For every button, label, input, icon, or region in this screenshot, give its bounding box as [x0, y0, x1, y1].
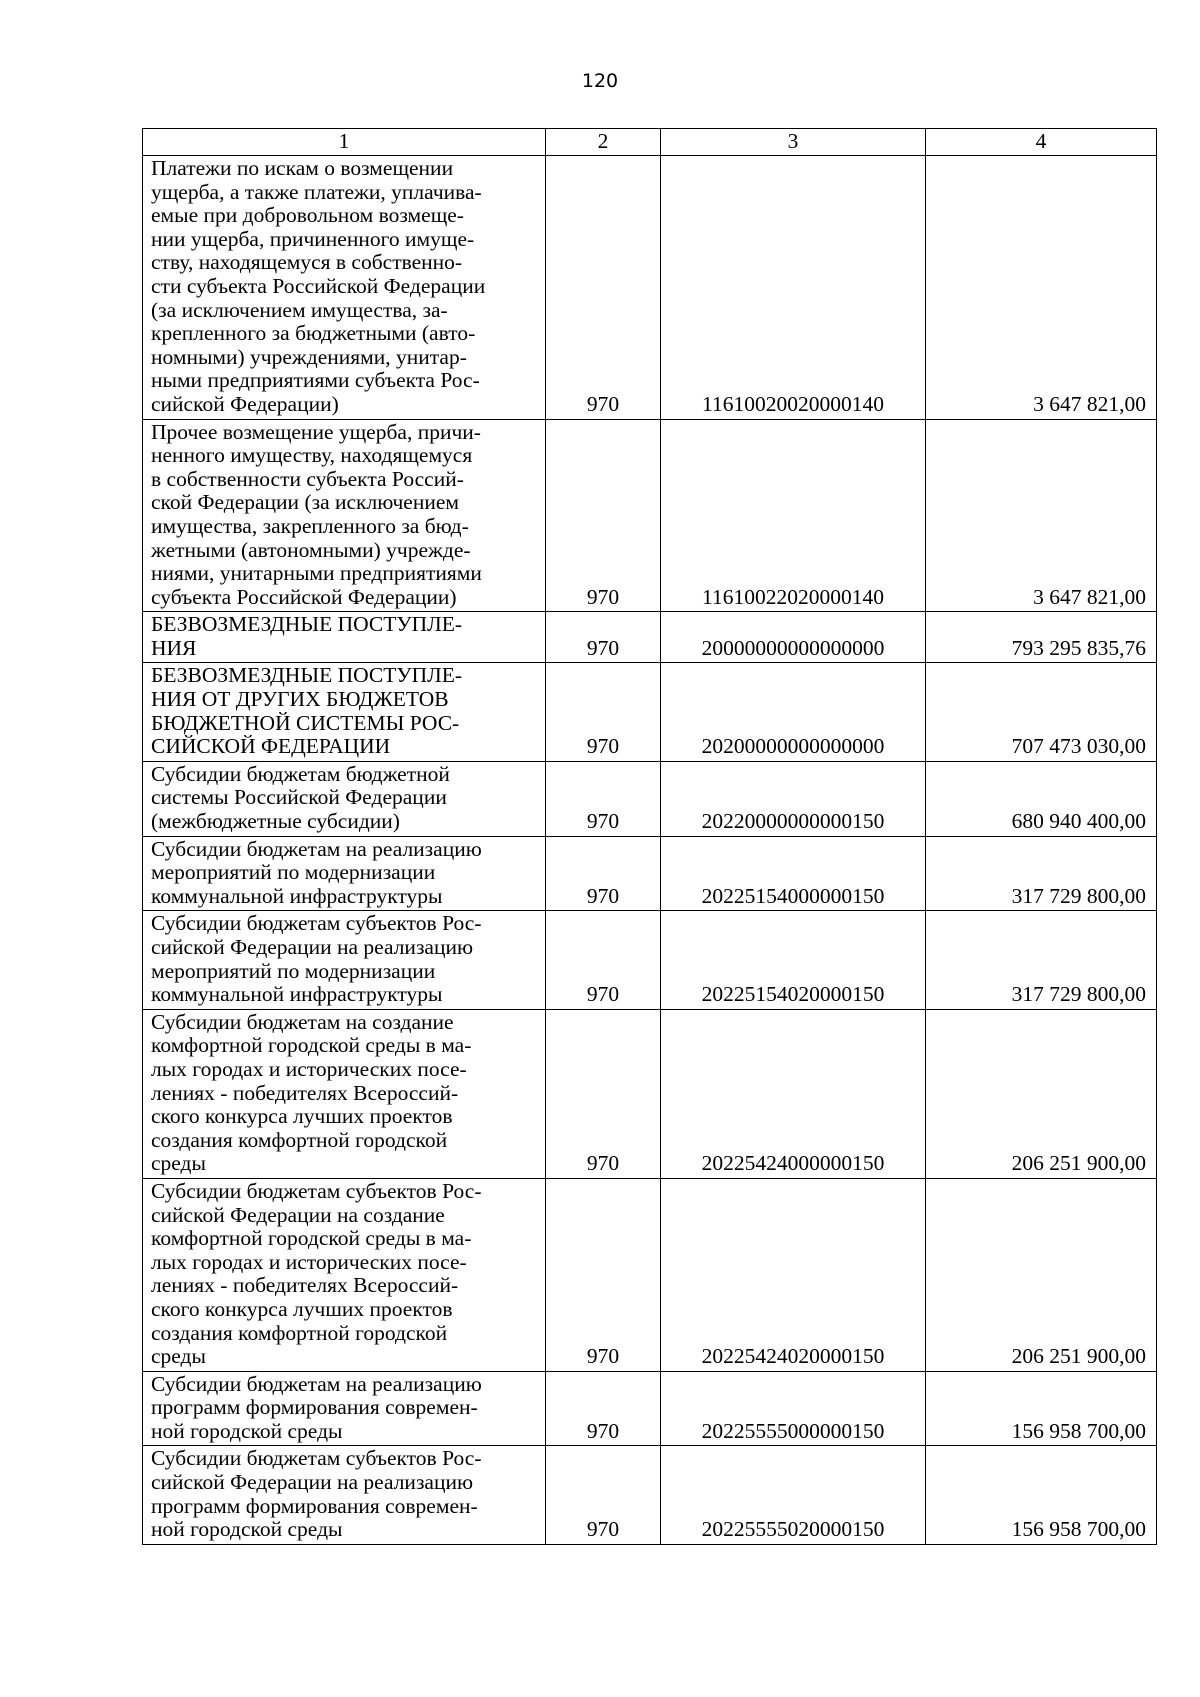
column-header-1: 1	[143, 129, 546, 156]
row-name: Прочее возмещение ущерба, причи- ненного имуществу, находящемуся в собственности субъекта Россий- ской Федерации (за исключением имущества, закрепленного за бюд- жетными (автономными) учрежде- ниями, унитарными предприятиями субъекта Российской Федерации)	[143, 419, 546, 612]
row-amount: 317 729 800,00	[926, 911, 1157, 1009]
table-row	[143, 1009, 1157, 1178]
row-name: Субсидии бюджетам на реализацию мероприятий по модернизации коммунальной инфраструктуры	[143, 836, 546, 911]
table-row	[143, 761, 1157, 836]
row-admin-code: 970	[546, 1371, 661, 1446]
row-admin-code: 970	[546, 156, 661, 420]
row-name: Субсидии бюджетам субъектов Рос- сийской Федерации на реализацию программ формирования современ- ной городской среды	[143, 1446, 546, 1544]
row-amount: 206 251 900,00	[926, 1178, 1157, 1371]
row-classification-code: 20225154000000150	[661, 836, 926, 911]
row-admin-code: 970	[546, 836, 661, 911]
row-name: БЕЗВОЗМЕЗДНЫЕ ПОСТУПЛЕ- НИЯ	[143, 612, 546, 663]
row-amount: 793 295 835,76	[926, 612, 1157, 663]
row-amount: 680 940 400,00	[926, 761, 1157, 836]
row-admin-code: 970	[546, 663, 661, 761]
row-classification-code: 20225555000000150	[661, 1371, 926, 1446]
budget-table	[142, 128, 1157, 1545]
table-row	[143, 911, 1157, 1009]
row-admin-code: 970	[546, 911, 661, 1009]
table-row	[143, 1178, 1157, 1371]
page-number: 120	[581, 70, 619, 92]
table-row	[143, 419, 1157, 612]
row-admin-code: 970	[546, 419, 661, 612]
row-amount: 156 958 700,00	[926, 1446, 1157, 1544]
table-row	[143, 1446, 1157, 1544]
row-name: БЕЗВОЗМЕЗДНЫЕ ПОСТУПЛЕ- НИЯ ОТ ДРУГИХ БЮДЖЕТОВ БЮДЖЕТНОЙ СИСТЕМЫ РОС- СИЙСКОЙ ФЕДЕРАЦИИ	[143, 663, 546, 761]
row-name: Субсидии бюджетам бюджетной системы Российской Федерации (межбюджетные субсидии)	[143, 761, 546, 836]
row-amount: 3 647 821,00	[926, 419, 1157, 612]
row-classification-code: 20225424020000150	[661, 1178, 926, 1371]
row-admin-code: 970	[546, 1009, 661, 1178]
row-amount: 317 729 800,00	[926, 836, 1157, 911]
row-name: Субсидии бюджетам субъектов Рос- сийской Федерации на реализацию мероприятий по модернизации коммунальной инфраструктуры	[143, 911, 546, 1009]
row-name: Субсидии бюджетам на создание комфортной городской среды в ма- лых городах и исторических посе- лениях - победителях Всероссий- ского конкурса лучших проектов создания комфортной городской среды	[143, 1009, 546, 1178]
row-amount: 206 251 900,00	[926, 1009, 1157, 1178]
table-body	[143, 156, 1157, 1545]
row-classification-code: 20220000000000150	[661, 761, 926, 836]
row-admin-code: 970	[546, 1446, 661, 1544]
row-classification-code: 11610022020000140	[661, 419, 926, 612]
column-header-4: 4	[926, 129, 1157, 156]
row-amount: 3 647 821,00	[926, 156, 1157, 420]
row-classification-code: 20200000000000000	[661, 663, 926, 761]
row-admin-code: 970	[546, 761, 661, 836]
row-name: Платежи по искам о возмещении ущерба, а также платежи, уплачива- емые при добровольном возмеще- нии ущерба, причиненного имуще- ству, находящемуся в собственно- сти субъекта Российской Федерации (за исключением имущества, за- крепленного за бюджетными (авто- номными) учреждениями, унитар- ными предприятиями субъекта Рос- сийской Федерации)	[143, 156, 546, 420]
row-classification-code: 20225424000000150	[661, 1009, 926, 1178]
row-classification-code: 20225555020000150	[661, 1446, 926, 1544]
table-header	[143, 129, 1157, 156]
table-row	[143, 156, 1157, 420]
row-amount: 707 473 030,00	[926, 663, 1157, 761]
row-admin-code: 970	[546, 1178, 661, 1371]
row-admin-code: 970	[546, 612, 661, 663]
column-header-2: 2	[546, 129, 661, 156]
header-row	[143, 129, 1157, 156]
table-row	[143, 612, 1157, 663]
table-row	[143, 663, 1157, 761]
row-classification-code: 20000000000000000	[661, 612, 926, 663]
row-amount: 156 958 700,00	[926, 1371, 1157, 1446]
table-row	[143, 1371, 1157, 1446]
column-header-3: 3	[661, 129, 926, 156]
table-row	[143, 836, 1157, 911]
row-name: Субсидии бюджетам на реализацию программ формирования современ- ной городской среды	[143, 1371, 546, 1446]
row-classification-code: 11610020020000140	[661, 156, 926, 420]
row-name: Субсидии бюджетам субъектов Рос- сийской Федерации на создание комфортной городской среды в ма- лых городах и исторических посе- лениях - победителях Всероссий- ского конкурса лучших проектов создания комфортной городской среды	[143, 1178, 546, 1371]
row-classification-code: 20225154020000150	[661, 911, 926, 1009]
